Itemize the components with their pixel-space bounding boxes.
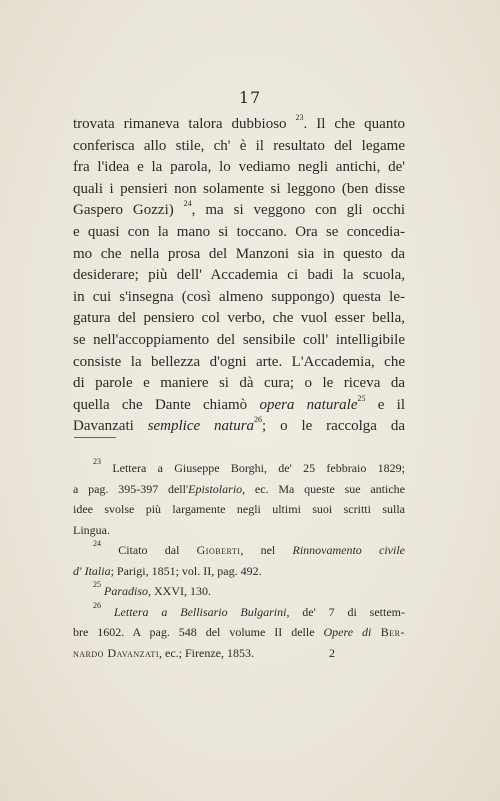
- footnote-separator: [74, 437, 116, 438]
- text-line: consiste la bellezza d'ogni arte. L'Accademia, che: [73, 353, 405, 370]
- footnote-ref: 23: [295, 113, 304, 122]
- text-line: fra l'idea e la parola, lo vediamo negli antichi, de': [73, 159, 405, 176]
- footnote-24-line: d' Italia; Parigi, 1851; vol. II, pag. 492.: [73, 563, 262, 578]
- footnote-23-line: a pag. 395-397 dell'Epistolario, ec. Ma queste sue antiche: [73, 481, 405, 496]
- text-line: mo che nella prosa del Manzoni sia in questo da: [73, 245, 405, 262]
- text-line: e quasi con la mano si toccano. Ora se concedia-: [73, 223, 405, 240]
- footnotes: [73, 458, 405, 663]
- footnote-25: $^{25}$ Paradiso, XXVI, 130.: [93, 580, 212, 598]
- text-line: quella che Dante chiamò opera naturale$^{25}$ e il: [73, 393, 406, 413]
- text-line: di parole e maniere si dà cura; o le riceva da: [73, 375, 405, 392]
- body-text: [73, 114, 405, 438]
- page-number: 17: [238, 88, 262, 107]
- footnote-23-line: idee svolse più largamente negli ultimi suoi scritti sulla: [73, 502, 405, 516]
- footnote-ref: 26: [254, 415, 263, 425]
- footnote-23: $^{23}$ Lettera a Giuseppe Borghi, de' 25 febbraio 1829;: [93, 457, 405, 475]
- text-line: se nell'accoppiamento del sensibile coll' intelligibile: [73, 331, 405, 348]
- text-line: Davanzati semplice natura$^{26}$; o le raccolga da: [73, 415, 405, 435]
- text-line: gatura del pensiero col verbo, che vuol esser bella,: [73, 310, 405, 327]
- footnote-26: $^{26}$ Lettera a Bellisario Bulgarini, de' 7 di settem-: [93, 600, 406, 619]
- text-line: trovata rimaneva talora dubbioso $^{23}$. Il che quanto: [73, 113, 405, 132]
- text-line: Gaspero Gozzi) $^{24}$, ma si veggono con gli occhi: [73, 199, 405, 219]
- footnote-23-line: Lingua.: [73, 522, 110, 537]
- text-line: quali i pensieri non solamente si leggono (ben disse: [73, 180, 405, 197]
- footnote-26-line: bre 1602. A pag. 548 del volume II delle Opere di Ber-: [73, 625, 405, 639]
- text-line: conferisca allo stile, ch' è il resultato del legame: [73, 137, 405, 154]
- footnote-ref: 25: [357, 393, 366, 403]
- text-line: desiderare; più dell' Accademia ci badi la scuola,: [73, 267, 405, 284]
- text-line: in cui s'insegna (così almeno suppongo) questa le-: [73, 288, 405, 305]
- footnote-26-line: nardo Davanzati, ec.; Firenze, 1853. 2: [73, 643, 405, 664]
- footnote-24: $^{24}$ Citato dal Gioberti, nel Rinnovamento civile: [93, 539, 405, 557]
- signature-mark: 2: [329, 645, 335, 660]
- footnote-ref: 24: [183, 199, 192, 209]
